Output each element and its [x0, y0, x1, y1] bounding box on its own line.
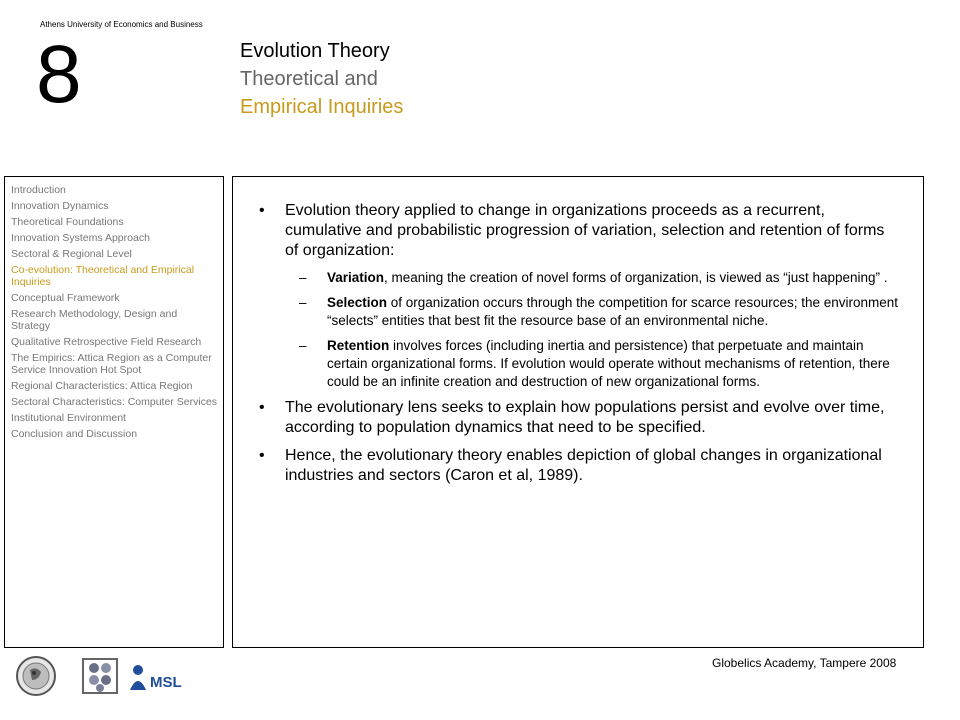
bullet-evolutionary-lens: • The evolutionary lens seeks to explain how populations persist and evolve over time, according to population dynamics that need to be specified. — [247, 398, 899, 438]
nav-item-innovation-dynamics[interactable]: Innovation Dynamics — [11, 200, 109, 212]
university-name: Athens University of Economics and Business — [40, 20, 203, 29]
subbullet-retention — [247, 337, 899, 391]
text-selection: of organization occurs through the competition for scarce resources; the environment “selects” entities that best fit the resource base of an environmental niche. — [327, 295, 899, 328]
sidebar-navigation — [4, 176, 224, 648]
nav-item-sectoral-regional[interactable]: Sectoral & Regional Level — [11, 248, 132, 260]
nav-item-sectoral-characteristics[interactable]: Sectoral Characteristics: Computer Services — [11, 396, 217, 408]
nav-item-regional-characteristics[interactable]: Regional Characteristics: Attica Region — [11, 380, 193, 392]
nav-item-co-evolution[interactable]: Co-evolution: Theoretical and Empirical Inquiries — [11, 264, 195, 288]
msl-logo — [128, 660, 190, 694]
term-selection: Selection — [327, 295, 388, 310]
nav-item-innovation-systems[interactable]: Innovation Systems Approach — [11, 232, 150, 244]
subbullet-variation — [247, 269, 899, 287]
subbullet-selection — [247, 294, 899, 330]
nav-item-introduction[interactable]: Introduction — [11, 184, 66, 196]
nav-item-empirics-attica[interactable]: The Empirics: Attica Region as a Computer Service Innovation Hot Spot — [11, 352, 212, 376]
term-retention: Retention — [327, 338, 390, 353]
slide-number: 8 — [36, 29, 82, 120]
content-panel — [232, 176, 924, 648]
nav-item-conclusion[interactable]: Conclusion and Discussion — [11, 428, 138, 440]
footer-conference: Globelics Academy, Tampere 2008 — [712, 656, 897, 670]
text-retention: involves forces (including inertia and persistence) that perpetuate and maintain certain organizational forms. If evolution would operate without mechanisms of retention, there could be an infinite creation and destruction of new organizational forms. — [327, 338, 890, 389]
nav-item-qualitative-research[interactable]: Qualitative Retrospective Field Research — [11, 336, 202, 348]
title-line-2: Theoretical and — [240, 68, 378, 90]
research-lab-logo-icon — [80, 656, 120, 696]
nav-item-conceptual-framework[interactable]: Conceptual Framework — [11, 292, 120, 304]
text-variation: , meaning the creation of novel forms of organization, is viewed as “just happening” . — [384, 270, 888, 285]
title-line-1: Evolution Theory — [240, 40, 390, 62]
bullet-global-changes: • Hence, the evolutionary theory enables depiction of global changes in organizational industries and sectors (Caron et al, 1989). — [247, 446, 899, 486]
bullet-evolution-theory: • Evolution theory applied to change in organizations proceeds as a recurrent, cumulative and probabilistic progression of variation, selection and retention of forms of organization: — [247, 201, 899, 261]
msl-logo-text: MSL — [150, 674, 182, 691]
nav-item-institutional-environment[interactable]: Institutional Environment — [11, 412, 126, 424]
slide-title — [240, 37, 403, 121]
term-variation: Variation — [327, 270, 385, 285]
university-seal-icon — [10, 656, 66, 696]
nav-item-research-methodology[interactable]: Research Methodology, Design and Strategy — [11, 308, 178, 332]
title-line-3: Empirical Inquiries — [240, 96, 404, 118]
nav-item-theoretical-foundations[interactable]: Theoretical Foundations — [11, 216, 124, 228]
